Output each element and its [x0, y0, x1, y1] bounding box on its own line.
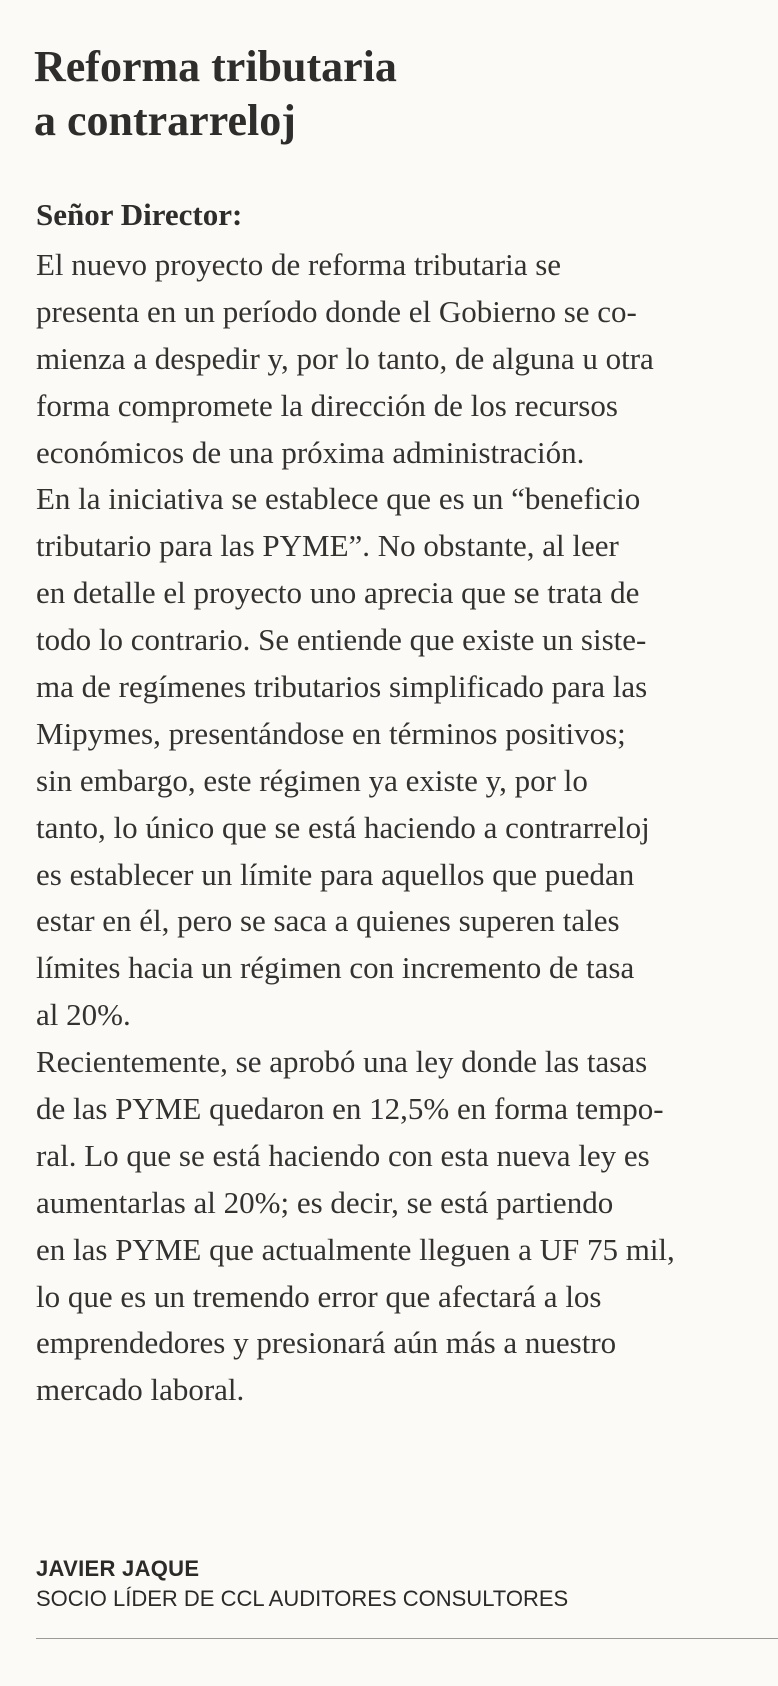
body-line: En la iniciativa se establece que es un “beneficio [36, 481, 641, 517]
body-line: en detalle el proyecto uno aprecia que se trata de [36, 575, 640, 611]
letter-body [36, 242, 776, 1414]
body-line: límites hacia un régimen con incremento de tasa [36, 950, 635, 986]
body-line: emprendedores y presionará aún más a nuestro [36, 1325, 617, 1361]
title-line: a contrarreloj [34, 96, 296, 145]
body-line: ma de regímenes tributarios simplificado para las [36, 669, 648, 705]
title-line: Reforma tributaria [34, 42, 397, 91]
salutation: Señor Director: [36, 197, 243, 232]
body-line: tanto, lo único que se está haciendo a contrarreloj [36, 809, 650, 845]
body-line: es establecer un límite para aquellos que puedan [36, 856, 635, 892]
body-line: sin embargo, este régimen ya existe y, por lo [36, 762, 588, 798]
body-line: económicos de una próxima administración. [36, 434, 585, 470]
bottom-divider [36, 1638, 778, 1639]
body-line: aumentarlas al 20%; es decir, se está partiendo [36, 1184, 614, 1220]
body-line: mercado laboral. [36, 1372, 245, 1408]
signature-block [36, 1554, 568, 1614]
body-line: Mipymes, presentándose en términos positivos; [36, 715, 626, 751]
author-role: SOCIO LÍDER DE CCL AUDITORES CONSULTORES [36, 1586, 569, 1611]
body-line: al 20%. [36, 997, 131, 1033]
body-line: lo que es un tremendo error que afectará a los [36, 1278, 602, 1314]
body-line: de las PYME quedaron en 12,5% en forma tempo- [36, 1091, 664, 1127]
body-line: forma compromete la dirección de los recursos [36, 387, 618, 423]
body-line: todo lo contrario. Se entiende que existe un siste- [36, 622, 647, 658]
author-name: JAVIER JAQUE [36, 1556, 200, 1581]
body-line: mienza a despedir y, por lo tanto, de alguna u otra [36, 340, 654, 376]
body-line: estar en él, pero se saca a quienes superen tales [36, 903, 620, 939]
body-line: El nuevo proyecto de reforma tributaria se [36, 247, 562, 282]
body-line: Recientemente, se aprobó una ley donde las tasas [36, 1044, 648, 1080]
body-line: presenta en un período donde el Gobierno se co- [36, 293, 637, 329]
body-line: tributario para las PYME”. No obstante, al leer [36, 528, 619, 564]
body-line: ral. Lo que se está haciendo con esta nueva ley es [36, 1137, 650, 1173]
article-title [34, 40, 754, 148]
body-line: en las PYME que actualmente lleguen a UF 75 mil, [36, 1231, 675, 1267]
